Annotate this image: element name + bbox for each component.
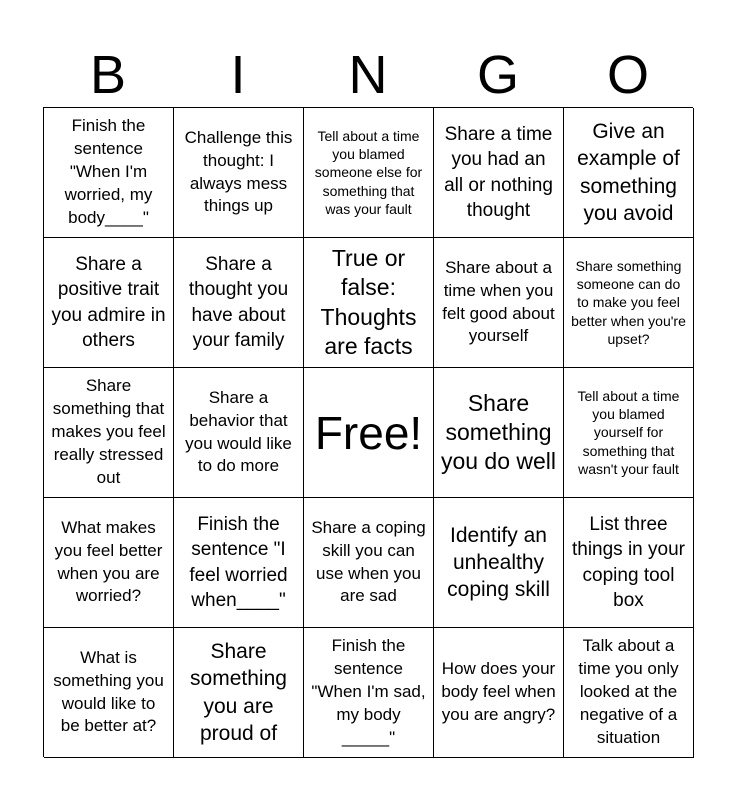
bingo-cell[interactable]: Share something someone can do to make you feel better when you're upset? bbox=[564, 238, 694, 368]
bingo-cell[interactable]: Talk about a time you only looked at the negative of a situation bbox=[564, 628, 694, 758]
free-space-cell[interactable]: Free! bbox=[304, 368, 434, 498]
header-letter-i: I bbox=[230, 45, 246, 105]
bingo-cell[interactable]: Share something that makes you feel really stressed out bbox=[44, 368, 174, 498]
bingo-cell[interactable]: Share about a time when you felt good about yourself bbox=[434, 238, 564, 368]
header-letter-b: B bbox=[89, 45, 127, 105]
bingo-cell[interactable]: Share a positive trait you admire in others bbox=[44, 238, 174, 368]
bingo-cell[interactable]: Finish the sentence "When I'm worried, my body____" bbox=[44, 108, 174, 238]
bingo-cell[interactable]: What is something you would like to be better at? bbox=[44, 628, 174, 758]
bingo-cell[interactable]: Share a coping skill you can use when you are sad bbox=[304, 498, 434, 628]
bingo-cell[interactable]: True or false: Thoughts are facts bbox=[304, 238, 434, 368]
bingo-cell[interactable]: Share a thought you have about your family bbox=[174, 238, 304, 368]
bingo-cell[interactable]: Share a time you had an all or nothing thought bbox=[434, 108, 564, 238]
header-letter-o: O bbox=[606, 45, 649, 105]
bingo-cell[interactable]: Tell about a time you blamed yourself for something that wasn't your fault bbox=[564, 368, 694, 498]
bingo-cell[interactable]: Give an example of something you avoid bbox=[564, 108, 694, 238]
bingo-cell[interactable]: Finish the sentence "When I'm sad, my body _____" bbox=[304, 628, 434, 758]
bingo-cell[interactable]: What makes you feel better when you are worried? bbox=[44, 498, 174, 628]
bingo-cell[interactable]: Identify an unhealthy coping skill bbox=[434, 498, 564, 628]
bingo-cell[interactable]: Finish the sentence "I feel worried when____" bbox=[174, 498, 304, 628]
header-letter-n: N bbox=[348, 45, 388, 105]
bingo-cell[interactable]: Challenge this thought: I always mess things up bbox=[174, 108, 304, 238]
bingo-cell[interactable]: Tell about a time you blamed someone else for something that was your fault bbox=[304, 108, 434, 238]
bingo-cell[interactable]: Share something you are proud of bbox=[174, 628, 304, 758]
header-letter-g: G bbox=[476, 45, 519, 105]
bingo-cell[interactable]: List three things in your coping tool box bbox=[564, 498, 694, 628]
bingo-header bbox=[43, 42, 693, 108]
bingo-board bbox=[43, 107, 693, 757]
bingo-cell[interactable]: How does your body feel when you are angry? bbox=[434, 628, 564, 758]
bingo-cell[interactable]: Share a behavior that you would like to do more bbox=[174, 368, 304, 498]
bingo-cell[interactable]: Share something you do well bbox=[434, 368, 564, 498]
